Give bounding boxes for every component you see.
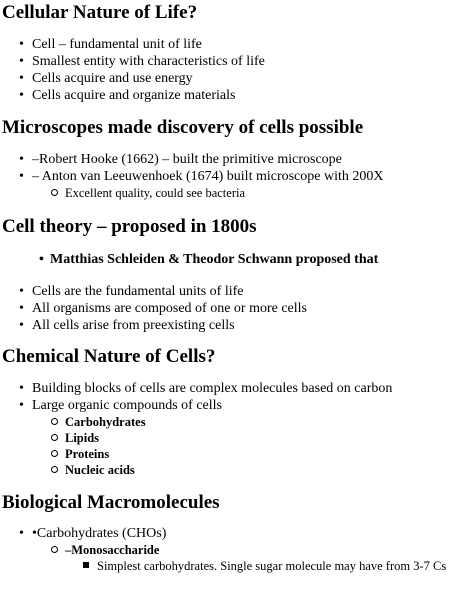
list-item xyxy=(2,70,458,87)
list-item-text: Large organic compounds of cells xyxy=(32,398,222,413)
list-macromolecules xyxy=(2,525,458,574)
bullet-icon: • xyxy=(19,526,24,541)
list-item-text: Building blocks of cells are complex molecules based on carbon xyxy=(32,381,393,396)
list-item xyxy=(2,525,458,542)
list-subitem-text: Carbohydrates xyxy=(65,415,146,429)
list-subitem xyxy=(2,446,458,462)
bullet-icon: • xyxy=(19,152,24,167)
circle-bullet-icon xyxy=(51,542,58,558)
bullet-icon: • xyxy=(19,37,24,52)
list-item xyxy=(2,151,458,168)
bullet-icon: • xyxy=(19,169,24,184)
square-bullet-icon xyxy=(83,562,89,568)
bullet-icon: • xyxy=(19,318,24,333)
heading-cell-theory: Cell theory – proposed in 1800s xyxy=(2,216,257,237)
list-subsubitem-text: Simplest carbohydrates. Single sugar molecule may have from 3-7 Cs xyxy=(97,559,447,573)
list-subsubitem xyxy=(2,558,458,574)
list-item-text: – Anton van Leeuwenhoek (1674) built microscope with 200X xyxy=(32,169,384,184)
list-item-text: –Robert Hooke (1662) – built the primitive microscope xyxy=(32,152,342,167)
bullet-icon: • xyxy=(19,284,24,299)
cell-theory-intro-text: Matthias Schleiden & Theodor Schwann proposed that xyxy=(50,252,379,267)
circle-bullet-icon xyxy=(51,414,58,430)
document-page xyxy=(0,1,458,574)
heading-microscopes: Microscopes made discovery of cells possible xyxy=(2,117,364,138)
list-subitem xyxy=(2,185,458,201)
list-subitem xyxy=(2,430,458,446)
list-item xyxy=(2,53,458,70)
list-chemical-nature xyxy=(2,380,458,478)
heading-chemical-nature: Chemical Nature of Cells? xyxy=(2,346,216,367)
list-item-text: Cells acquire and use energy xyxy=(32,71,193,86)
circle-bullet-icon xyxy=(51,185,58,201)
list-subitem-text: Excellent quality, could see bacteria xyxy=(65,186,246,200)
bullet-icon: • xyxy=(19,301,24,316)
list-item xyxy=(2,300,458,317)
list-item-text: Cells are the fundamental units of life xyxy=(32,284,244,299)
list-item-text: All organisms are composed of one or more cells xyxy=(32,301,308,316)
bullet-icon: • xyxy=(19,71,24,86)
list-subitem xyxy=(2,414,458,430)
list-subitem-text: –Monosaccharide xyxy=(65,543,160,557)
list-subitem xyxy=(2,542,458,558)
list-item xyxy=(2,317,458,334)
heading-cellular-nature: Cellular Nature of Life? xyxy=(2,2,198,23)
list-subitem-text: Proteins xyxy=(65,447,110,461)
list-item-text: Smallest entity with characteristics of life xyxy=(32,54,265,69)
list-microscopes xyxy=(2,151,458,201)
list-item xyxy=(2,397,458,414)
list-item xyxy=(2,36,458,53)
list-cellular-nature xyxy=(2,36,458,104)
list-subitem-text: Nucleic acids xyxy=(65,463,135,477)
circle-bullet-icon xyxy=(51,430,58,446)
list-item xyxy=(2,380,458,397)
circle-bullet-icon xyxy=(51,446,58,462)
circle-bullet-icon xyxy=(51,462,58,478)
bullet-icon: • xyxy=(19,54,24,69)
list-item xyxy=(2,283,458,300)
list-subitem-text: Lipids xyxy=(65,431,100,445)
list-item-text: All cells arise from preexisting cells xyxy=(32,318,235,333)
bullet-icon: • xyxy=(19,381,24,396)
list-item xyxy=(2,87,458,104)
list-item-text: Cell – fundamental unit of life xyxy=(32,37,202,52)
bullet-icon: • xyxy=(19,398,24,413)
list-item xyxy=(2,168,458,185)
bullet-icon: • xyxy=(39,252,44,267)
bullet-icon: • xyxy=(19,88,24,103)
list-cell-theory xyxy=(2,283,458,334)
list-item-text: •Carbohydrates (CHOs) xyxy=(32,526,167,541)
list-item-text: Cells acquire and organize materials xyxy=(32,88,236,103)
list-subitem xyxy=(2,462,458,478)
cell-theory-intro xyxy=(2,251,458,268)
heading-biological-macromolecules: Biological Macromolecules xyxy=(2,492,220,513)
